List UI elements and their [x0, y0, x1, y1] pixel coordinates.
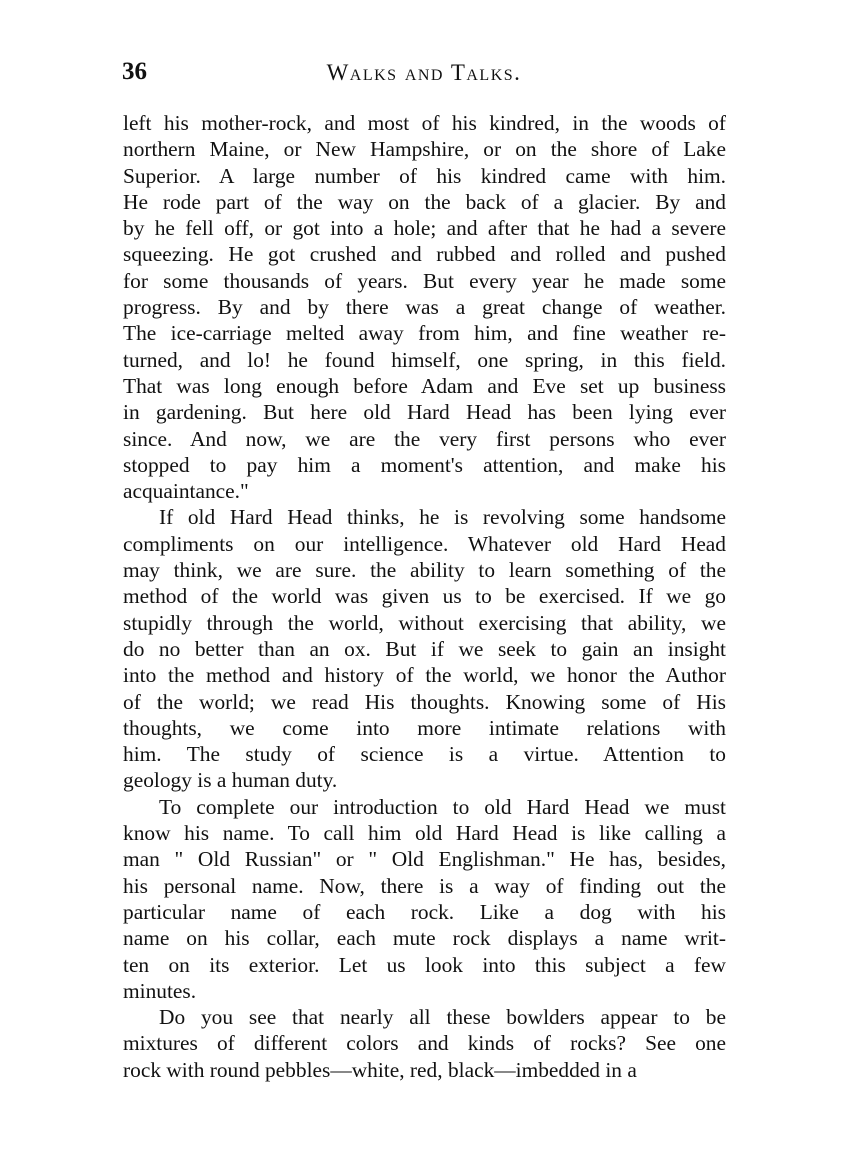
text-line: Do you see that nearly all these bowlders appear to be: [159, 1005, 726, 1030]
text-line: turned, and lo! he found himself, one spring, in this field.: [123, 347, 726, 372]
running-title: Walks and Talks.: [326, 60, 522, 85]
text-line: name on his collar, each mute rock displays a name writ-: [123, 926, 726, 951]
text-line: If old Hard Head thinks, he is revolving some handsome: [159, 505, 726, 530]
text-line: stupidly through the world, without exercising that ability, we: [123, 610, 726, 635]
text-line: for some thousands of years. But every year he made some: [123, 268, 726, 293]
text-line: stopped to pay him a moment's attention, and make his: [123, 452, 726, 477]
text-line: since. And now, we are the very first persons who ever: [123, 426, 726, 451]
paragraph: [123, 794, 726, 1004]
text-line: man " Old Russian" or " Old Englishman." He has, besides,: [123, 847, 726, 872]
text-line: rock with round pebbles—white, red, black—imbedded in a: [123, 1057, 637, 1082]
text-line: in gardening. But here old Hard Head has been lying ever: [123, 400, 726, 425]
text-line: into the method and history of the world, we honor the Author: [123, 663, 726, 688]
text-line: northern Maine, or New Hampshire, or on the shore of Lake: [123, 137, 726, 162]
text-line: particular name of each rock. Like a dog with his: [123, 899, 726, 924]
text-line: Superior. A large number of his kindred came with him.: [123, 163, 726, 188]
text-line: compliments on our intelligence. Whatever old Hard Head: [123, 531, 726, 556]
text-line: his personal name. Now, there is a way of finding out the: [123, 873, 726, 898]
text-line: him. The study of science is a virtue. Attention to: [123, 742, 726, 767]
text-line: by he fell off, or got into a hole; and after that he had a severe: [123, 216, 726, 241]
text-line: of the world; we read His thoughts. Knowing some of His: [123, 689, 726, 714]
paragraph: [123, 504, 726, 793]
text-line: left his mother-rock, and most of his kindred, in the woods of: [123, 111, 726, 135]
text-line: The ice-carriage melted away from him, and fine weather re-: [123, 321, 726, 346]
text-line: thoughts, we come into more intimate relations with: [123, 715, 726, 740]
text-line: geology is a human duty.: [123, 768, 338, 793]
page-header: [122, 58, 726, 92]
text-line: may think, we are sure. the ability to learn something of the: [123, 558, 726, 583]
page-number: 36: [122, 58, 147, 85]
text-line: minutes.: [123, 978, 197, 1003]
body-text: [123, 110, 726, 1083]
text-line: know his name. To call him old Hard Head is like calling a: [123, 821, 726, 846]
text-line: acquaintance.": [123, 479, 249, 504]
text-line: He rode part of the way on the back of a glacier. By and: [123, 189, 726, 214]
text-line: That was long enough before Adam and Eve set up business: [123, 373, 726, 398]
text-line: ten on its exterior. Let us look into this subject a few: [123, 952, 726, 977]
paragraph: [123, 110, 726, 504]
paragraph: [123, 1004, 726, 1083]
text-line: squeezing. He got crushed and rubbed and rolled and pushed: [123, 242, 726, 267]
text-line: method of the world was given us to be exercised. If we go: [123, 584, 726, 609]
text-line: mixtures of different colors and kinds of rocks? See one: [123, 1031, 726, 1056]
text-line: progress. By and by there was a great change of weather.: [123, 295, 726, 320]
text-line: To complete our introduction to old Hard Head we must: [159, 794, 726, 819]
text-line: do no better than an ox. But if we seek to gain an insight: [123, 636, 726, 661]
